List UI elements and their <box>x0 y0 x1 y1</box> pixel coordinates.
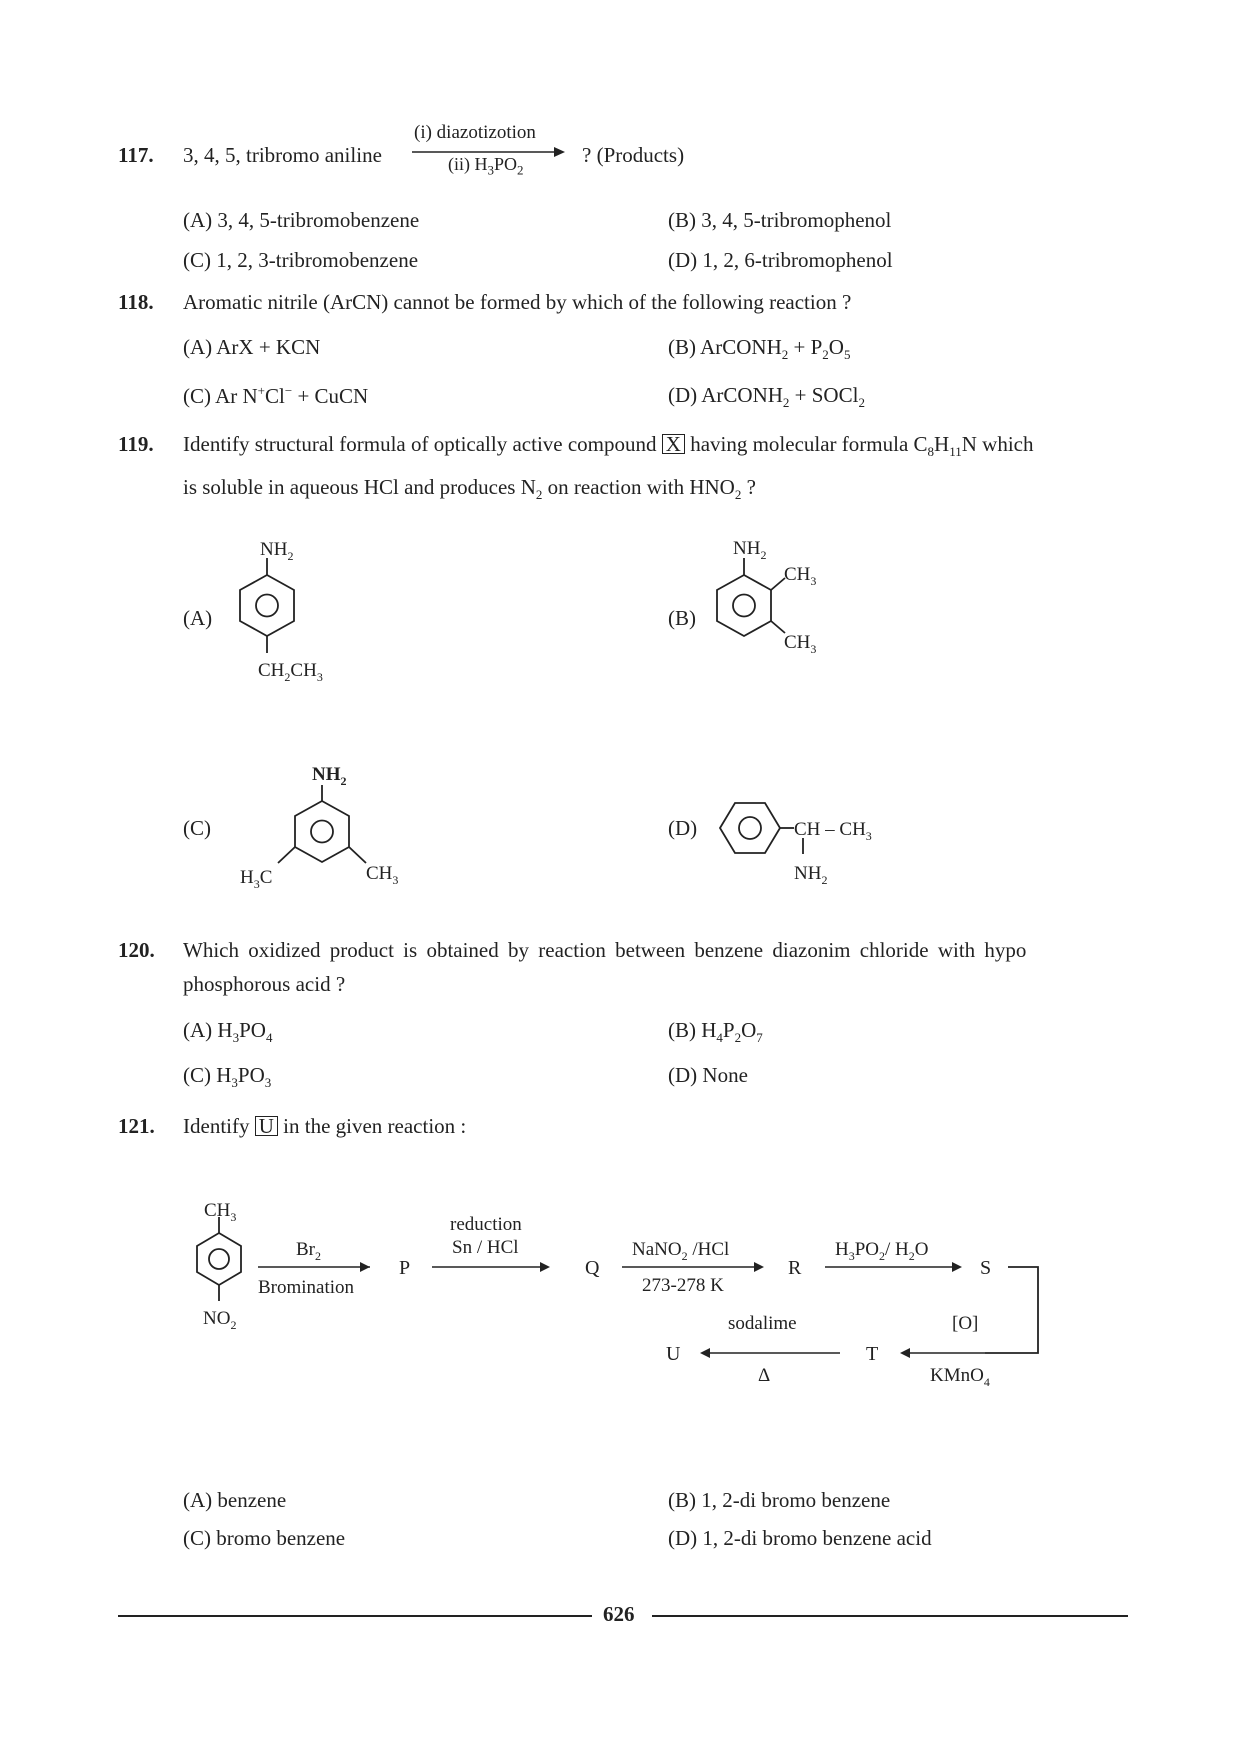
q120-question-line2: phosphorous acid ? <box>183 972 346 996</box>
footer-rule-right <box>652 1615 1128 1617</box>
q121-question: Identify U in the given reaction : <box>183 1114 467 1138</box>
q117-option-c: (C) 1, 2, 3-tribromobenzene <box>183 248 419 272</box>
q121-temp-label: 273-278 K <box>642 1275 724 1296</box>
q121-option-c: (C) bromo benzene <box>183 1526 346 1550</box>
q120-option-a: (A) $H_3PO_4$ <box>183 1018 273 1046</box>
q121-br2-label: $Br_2$ <box>296 1239 321 1263</box>
q121-oxidation-label: [O] <box>952 1313 979 1334</box>
q119c-ch3-label: $CH_3$ <box>366 863 399 887</box>
q119-structure-a <box>220 540 350 700</box>
q119a-nh2-label: $NH_2$ <box>260 539 294 563</box>
q117-number: 117. <box>118 143 154 167</box>
q121-reaction-scheme <box>170 1195 1050 1389</box>
q121-sn-hcl-label: Sn / HCl <box>452 1237 519 1258</box>
footer-rule-left <box>118 1615 592 1617</box>
q120-question-line1: Which oxidized product is obtained by reaction between benzene diazonim chloride with hypo <box>183 938 1027 962</box>
q120-number: 120. <box>118 938 155 962</box>
q121-number: 121. <box>118 1114 155 1138</box>
q119d-ch-ch3-label: CH – $CH_3$ <box>794 819 872 843</box>
q121-no2-label: $NO_2$ <box>203 1308 237 1332</box>
q119-option-b-label: (B) <box>668 606 696 630</box>
q119-option-d-label: (D) <box>668 816 698 840</box>
q121-r-label: R <box>788 1257 802 1279</box>
q121-ch3-label: $CH_3$ <box>204 1200 237 1224</box>
q119a-ethyl-label: $CH_2CH_3$ <box>258 660 323 684</box>
q118-option-b: (B) ArCONH$_2$ + $P_2O_5$ <box>668 335 851 363</box>
q118-option-a: (A) ArX + KCN <box>183 335 321 359</box>
q119d-nh2-label: $NH_2$ <box>794 863 828 887</box>
q117-condition-top: (i) diazotizotion <box>414 122 536 143</box>
q117-product: ? (Products) <box>582 143 685 167</box>
q119-question-line2: is soluble in aqueous HCl and produces $N_2$ on reaction with $HNO_2$ ? <box>183 475 756 503</box>
q119-number: 119. <box>118 432 154 456</box>
q121-h3po2-label: $H_3PO_2/$ $H_2O$ <box>835 1239 929 1263</box>
q117-condition-bottom: (ii) $H_3PO_2$ <box>448 154 524 178</box>
q119c-h3c-label: $H_3C$ <box>240 867 273 891</box>
q118-option-c: (C) Ar N+Cl− + CuCN <box>183 383 369 408</box>
q119b-ch3-top-label: $CH_3$ <box>784 564 817 588</box>
q121-s-label: S <box>980 1257 992 1279</box>
q117-option-b: (B) 3, 4, 5-tribromophenol <box>668 208 892 232</box>
q119-boxed-x: X <box>662 434 685 454</box>
q117-option-d: (D) 1, 2, 6-tribromophenol <box>668 248 893 272</box>
q121-p-label: P <box>399 1257 411 1279</box>
q117-option-a: (A) 3, 4, 5-tribromobenzene <box>183 208 420 232</box>
q121-q-label: Q <box>585 1257 600 1279</box>
q121-boxed-u: U <box>255 1116 278 1136</box>
q119b-ch3-bottom-label: $CH_3$ <box>784 632 817 656</box>
q121-delta-label: Δ <box>758 1365 771 1386</box>
q121-option-b: (B) 1, 2-di bromo benzene <box>668 1488 891 1512</box>
q118-question: Aromatic nitrile (ArCN) cannot be formed by which of the following reaction ? <box>183 290 852 314</box>
q119b-nh2-label: $NH_2$ <box>733 538 767 562</box>
q118-option-d: (D) ArCONH$_2$ + SOCl$_2$ <box>668 383 865 411</box>
q120-option-b: (B) $H_4P_2O_7$ <box>668 1018 763 1046</box>
q121-kmno4-label: KMnO$_4$ <box>930 1365 990 1389</box>
q118-number: 118. <box>118 290 154 314</box>
q121-sodalime-label: sodalime <box>728 1313 797 1334</box>
q119-question-line1: Identify structural formula of optically active compound X having molecular formula $C_8H_{11}N$ which <box>183 432 1034 460</box>
q119-option-a-label: (A) <box>183 606 213 630</box>
q120-option-d: (D) None <box>668 1063 748 1087</box>
q121-option-a: (A) benzene <box>183 1488 287 1512</box>
q120-option-c: (C) $H_3PO_3$ <box>183 1063 272 1091</box>
q121-reduction-label: reduction <box>450 1214 522 1235</box>
page-number: 626 <box>603 1602 635 1626</box>
q119-structure-c <box>230 765 420 905</box>
q119-option-c-label: (C) <box>183 816 211 840</box>
q121-option-d: (D) 1, 2-di bromo benzene acid <box>668 1526 932 1550</box>
q119-structure-d <box>712 790 912 900</box>
q117-reactant: 3, 4, 5, tribromo aniline <box>183 143 382 167</box>
q119-structure-b <box>700 540 850 670</box>
q121-nano2-label: NaNO$_2$ /HCl <box>632 1239 730 1263</box>
q121-u-label: U <box>666 1343 681 1365</box>
q121-bromination-label: Bromination <box>258 1277 355 1298</box>
q119c-nh2-label: $NH_2$ <box>312 764 347 788</box>
q121-t-label: T <box>866 1343 879 1365</box>
